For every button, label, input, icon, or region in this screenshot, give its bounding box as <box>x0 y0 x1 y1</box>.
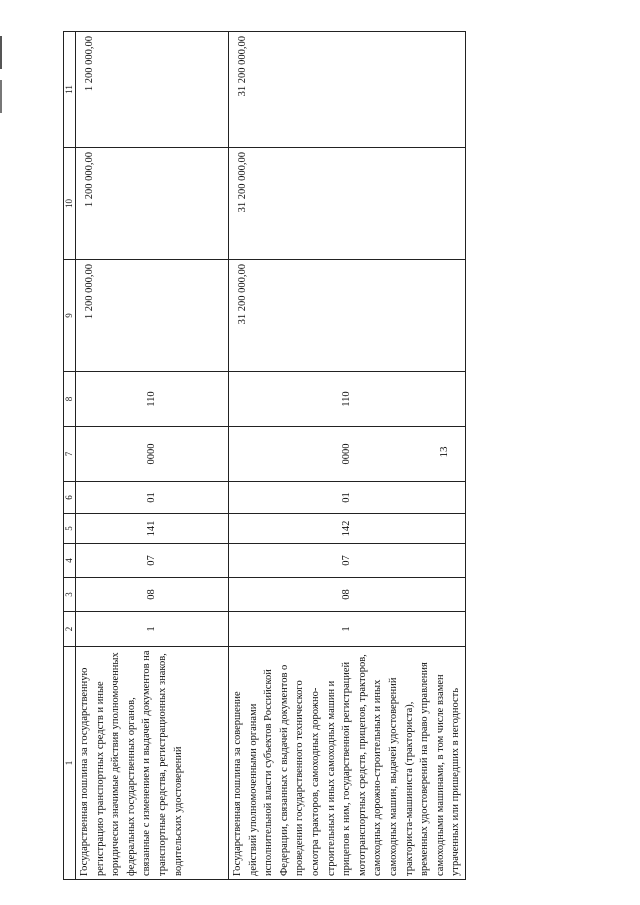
header-cell: 10 <box>64 148 76 260</box>
cell-col7: 0000 <box>229 427 466 482</box>
header-cell: 4 <box>64 544 76 578</box>
cell-col5: 141 <box>76 514 229 544</box>
cell-col5: 142 <box>229 514 466 544</box>
cell-amount-col10: 1 200 000,00 <box>76 148 229 260</box>
cell-col6: 01 <box>229 482 466 514</box>
header-cell: 6 <box>64 482 76 514</box>
header-cell: 7 <box>64 427 76 482</box>
cell-col8: 110 <box>76 372 229 427</box>
cell-amount-col9: 31 200 000,00 <box>229 260 466 372</box>
cell-amount-col9: 1 200 000,00 <box>76 260 229 372</box>
table-row <box>229 32 466 880</box>
table-header-row <box>64 32 76 880</box>
cell-amount-col11: 1 200 000,00 <box>76 32 229 148</box>
page-number: 13 <box>438 446 450 458</box>
cell-col3: 08 <box>76 578 229 612</box>
header-cell: 8 <box>64 372 76 427</box>
row-description: Государственная пошлина за государственную регистрацию транспортных средств и иные юридически значимые действия уполномоченных федеральных государственных органов, связанные с изменением и выдачей документов на транспортные средства, регистрационных знаков, водительских удостоверений <box>76 647 229 880</box>
header-cell: 1 <box>64 647 76 880</box>
cell-col2: 1 <box>76 612 229 647</box>
cell-col7: 0000 <box>76 427 229 482</box>
cell-col4: 07 <box>229 544 466 578</box>
header-cell: 9 <box>64 260 76 372</box>
table-row <box>76 32 229 880</box>
header-cell: 5 <box>64 514 76 544</box>
cell-col4: 07 <box>76 544 229 578</box>
header-cell: 2 <box>64 612 76 647</box>
cell-col3: 08 <box>229 578 466 612</box>
scan-edge-mark <box>0 36 2 146</box>
cell-amount-col10: 31 200 000,00 <box>229 148 466 260</box>
header-cell: 3 <box>64 578 76 612</box>
budget-table <box>63 31 466 880</box>
cell-col6: 01 <box>76 482 229 514</box>
row-description: Государственная пошлина за совершение действий уполномоченными органами исполнительной власти субъектов Российской Федерации, связанных с выдачей документов о проведении государственного технического осмотра тракторов, самоходных дорожно-строительных и иных самоходных машин и прицепов к ним, государственной регистрацией мототранспортных средств, прицепов, тракторов, самоходных дорожно-строительных и иных самоходных машин, выдачей удостоверений тракториста-машиниста (тракториста), временных удостоверений на право управления самоходными машинами, в том числе взамен утраченных или пришедших в негодность <box>229 647 466 880</box>
cell-col2: 1 <box>229 612 466 647</box>
cell-amount-col11: 31 200 000,00 <box>229 32 466 148</box>
header-cell: 11 <box>64 32 76 148</box>
cell-col8: 110 <box>229 372 466 427</box>
